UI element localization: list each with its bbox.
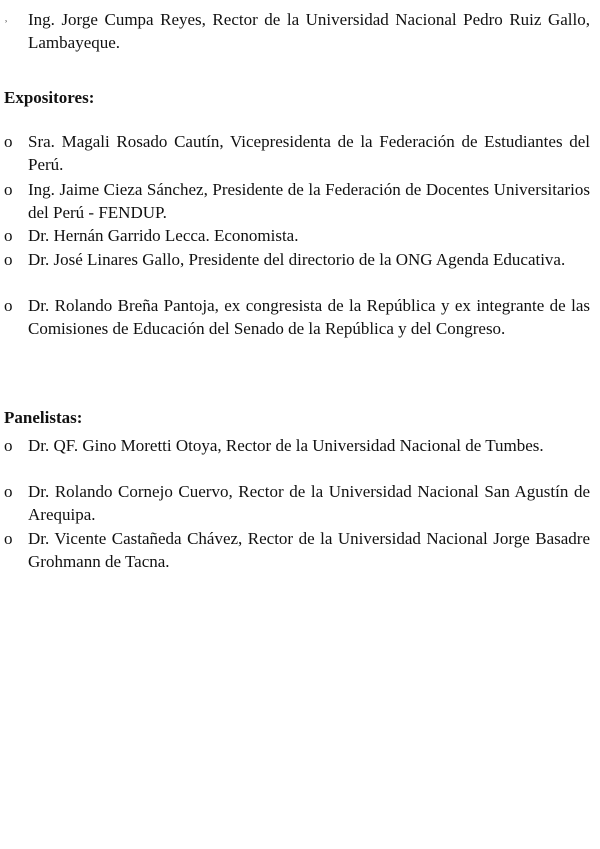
intro-text: Ing. Jorge Cumpa Reyes, Rector de la Universidad Nacional Pedro Ruiz Gallo, Lambayeque. (28, 10, 590, 52)
panelista-item (4, 480, 590, 526)
expositor-text: Ing. Jaime Cieza Sánchez, Presidente de la Federación de Docentes Universitarios del Perú - FENDUP. (28, 180, 590, 222)
bullet-mark: ˒ (4, 12, 8, 26)
bullet-mark: o (4, 482, 13, 501)
expositor-text: Dr. Hernán Garrido Lecca. Economista. (28, 226, 299, 245)
expositor-item (4, 178, 590, 224)
intro-item (4, 8, 590, 54)
expositor-item (4, 294, 590, 340)
panelista-text: Dr. QF. Gino Moretti Otoya, Rector de la Universidad Nacional de Tumbes. (28, 436, 544, 455)
bullet-mark: o (4, 180, 13, 199)
expositor-item (4, 224, 590, 247)
panelista-text: Dr. Vicente Castañeda Chávez, Rector de la Universidad Nacional Jorge Basadre Grohmann de Tacna. (28, 529, 590, 571)
panelista-item (4, 527, 590, 573)
expositor-text: Dr. Rolando Breña Pantoja, ex congresista de la República y ex integrante de las Comisiones de Educación del Senado de la República y del Congreso. (28, 296, 590, 338)
panelista-item (4, 434, 590, 457)
bullet-mark: o (4, 132, 13, 151)
expositor-item (4, 248, 590, 271)
expositor-text: Dr. José Linares Gallo, Presidente del directorio de la ONG Agenda Educativa. (28, 250, 566, 269)
bullet-mark: o (4, 250, 13, 269)
panelistas-heading: Panelistas: (4, 408, 83, 427)
bullet-mark: o (4, 226, 13, 245)
panelista-text: Dr. Rolando Cornejo Cuervo, Rector de la Universidad Nacional San Agustín de Arequipa. (28, 482, 590, 524)
bullet-mark: o (4, 529, 13, 548)
expositor-item (4, 130, 590, 176)
bullet-mark: o (4, 436, 13, 455)
bullet-mark: o (4, 296, 13, 315)
expositor-text: Sra. Magali Rosado Cautín, Vicepresidenta de la Federación de Estudiantes del Perú. (28, 132, 590, 174)
expositores-heading: Expositores: (4, 88, 95, 107)
